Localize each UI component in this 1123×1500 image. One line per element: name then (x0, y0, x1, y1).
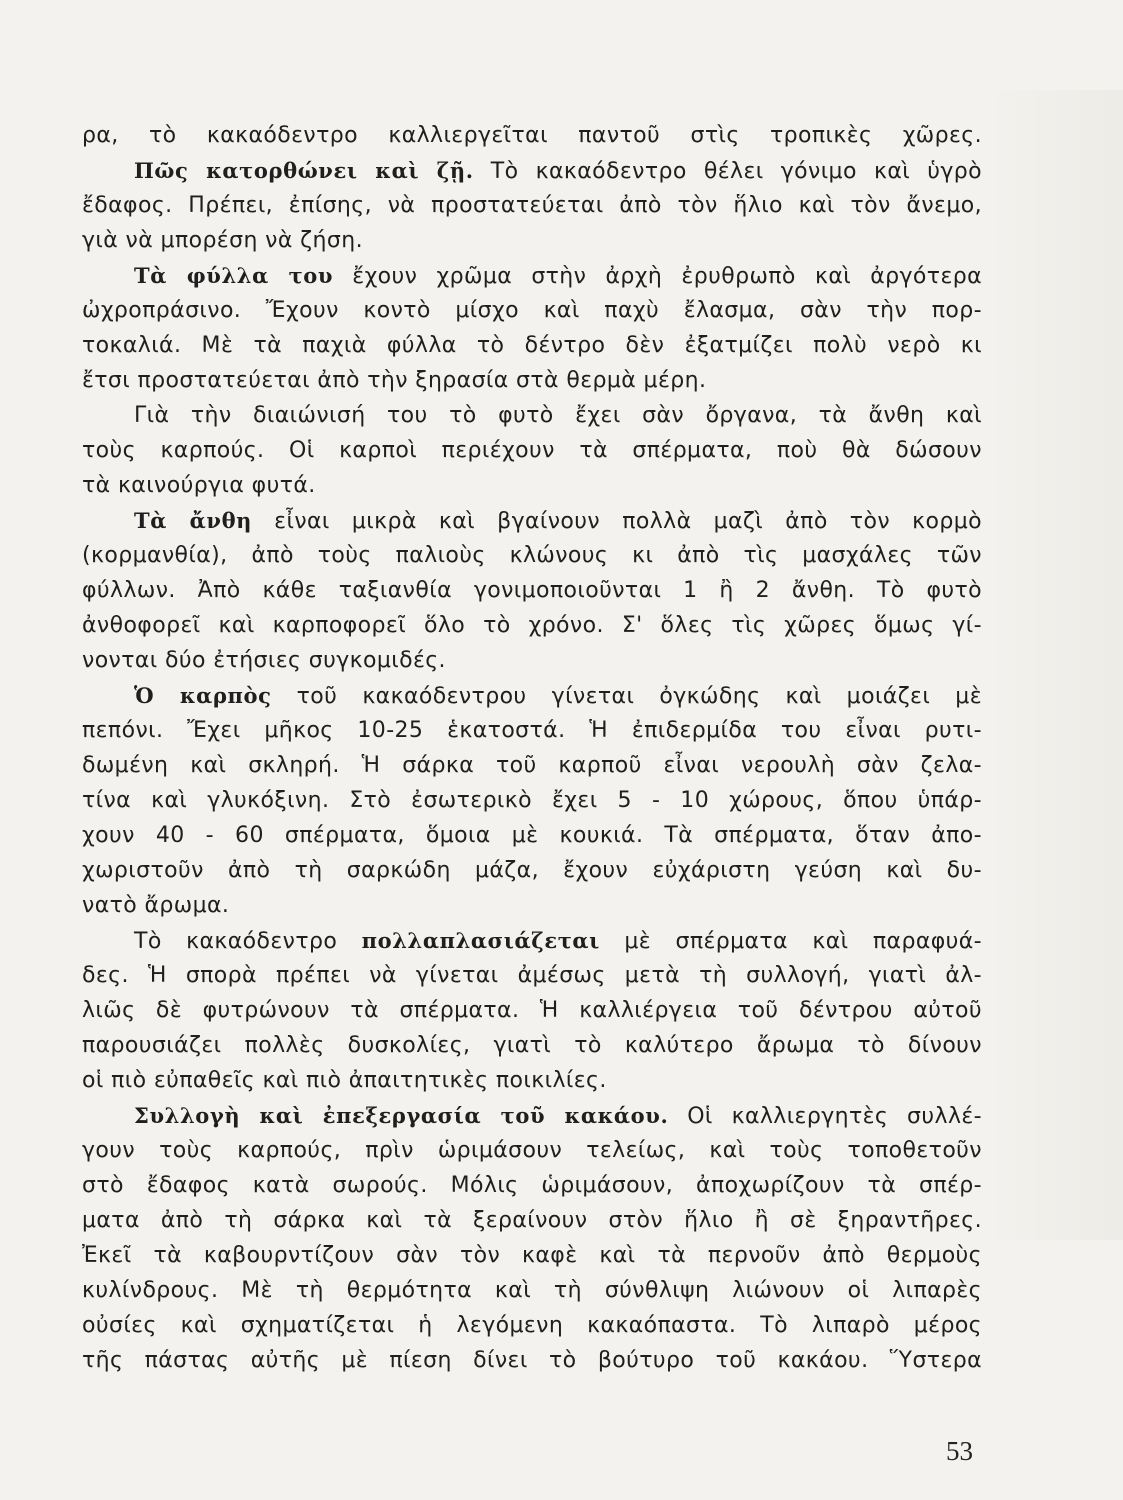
text-line: κυλίνδρους. Μὲ τὴ θερμότητα καὶ τὴ σύνθλιψη λιώνουν οἱ λιπαρὲς (82, 1278, 982, 1303)
text-line: νονται δύο ἐτήσιες συγκομιδές. (82, 648, 446, 673)
text-line: ἀνθοφορεῖ καὶ καρποφορεῖ ὅλο τὸ χρόνο. Σ' ὅλες τὶς χῶρες ὅμως γί- (82, 613, 982, 638)
text-line: ρα, τὸ κακαόδεντρο καλλιεργεῖται παντοῦ στὶς τροπικὲς χῶρες. (82, 123, 982, 148)
text-line: ἔδαφος. Πρέπει, ἐπίσης, νὰ προστατεύεται ἀπὸ τὸν ἥλιο καὶ τὸν ἄνεμο, (82, 193, 982, 218)
text-line: λιῶς δὲ φυτρώνουν τὰ σπέρματα. Ἡ καλλιέργεια τοῦ δέντρου αὐτοῦ (82, 998, 982, 1023)
paragraph-start-line: Τὰ ἄνθη εἶναι μικρὰ καὶ βγαίνουν πολλὰ μαζὶ ἀπὸ τὸν κορμὸ (134, 508, 982, 534)
section-heading: Τὰ φύλλα του (134, 263, 334, 288)
text-line: φύλλων. Ἀπὸ κάθε ταξιανθία γονιμοποιοῦνται 1 ἢ 2 ἄνθη. Τὸ φυτὸ (82, 578, 982, 603)
text-line: γιὰ νὰ μπορέση νὰ ζήση. (82, 228, 363, 253)
section-heading: Ὁ καρπὸς (134, 683, 272, 708)
text-line: γουν τοὺς καρπούς, πρὶν ὡριμάσουν τελείως, καὶ τοὺς τοποθετοῦν (82, 1138, 982, 1163)
paragraph-start-line: Γιὰ τὴν διαιώνισή του τὸ φυτὸ ἔχει σὰν ὄργανα, τὰ ἄνθη καὶ (134, 403, 982, 428)
text-line: νατὸ ἄρωμα. (82, 893, 230, 918)
text-line: στὸ ἔδαφος κατὰ σωρούς. Μόλις ὡριμάσουν, ἀποχωρίζουν τὰ σπέρ- (82, 1173, 982, 1198)
section-heading: Συλλογὴ καὶ ἐπεξεργασία τοῦ κακάου. (134, 1103, 669, 1128)
paragraph-start-line: Συλλογὴ καὶ ἐπεξεργασία τοῦ κακάου. Οἱ καλλιεργητὲς συλλέ- (134, 1103, 982, 1129)
page-body (82, 118, 982, 1378)
page-number: 53 (946, 1436, 973, 1466)
text-line: τοκαλιά. Μὲ τὰ παχιὰ φύλλα τὸ δέντρο δὲν ἐξατμίζει πολὺ νερὸ κι (82, 333, 982, 358)
section-heading: πολλαπλασιάζεται (361, 928, 600, 953)
section-heading: Πῶς κατορθώνει καὶ ζῇ. (134, 158, 474, 183)
text-line: τῆς πάστας αὐτῆς μὲ πίεση δίνει τὸ βούτυρο τοῦ κακάου. Ὕστερα (82, 1348, 982, 1373)
text-line: Ἐκεῖ τὰ καβουρντίζουν σὰν τὸν καφὲ καὶ τὰ περνοῦν ἀπὸ θερμοὺς (82, 1243, 982, 1268)
facing-page-bleed-through (983, 90, 1123, 1240)
paragraph-start-line: Πῶς κατορθώνει καὶ ζῇ. Τὸ κακαόδεντρο θέλει γόνιμο καὶ ὑγρὸ (134, 158, 982, 184)
text-line: πεπόνι. Ἔχει μῆκος 10-25 ἑκατοστά. Ἡ ἐπιδερμίδα του εἶναι ρυτι- (82, 718, 982, 743)
text-line: ἔτσι προστατεύεται ἀπὸ τὴν ξηρασία στὰ θερμὰ μέρη. (82, 368, 707, 393)
paragraph-start-line: Τὰ φύλλα του ἔχουν χρῶμα στὴν ἀρχὴ ἐρυθρωπὸ καὶ ἀργότερα (134, 263, 982, 289)
section-heading: Τὰ ἄνθη (134, 508, 253, 533)
text-line: τοὺς καρπούς. Οἱ καρποὶ περιέχουν τὰ σπέρματα, ποὺ θὰ δώσουν (82, 438, 982, 463)
text-line: παρουσιάζει πολλὲς δυσκολίες, γιατὶ τὸ καλύτερο ἄρωμα τὸ δίνουν (82, 1033, 982, 1058)
paragraph-start-line: Τὸ κακαόδεντρο πολλαπλασιάζεται μὲ σπέρματα καὶ παραφυά- (134, 928, 982, 954)
text-line: δωμένη καὶ σκληρή. Ἡ σάρκα τοῦ καρποῦ εἶναι νερουλὴ σὰν ζελα- (82, 753, 982, 778)
text-line: χωριστοῦν ἀπὸ τὴ σαρκώδη μάζα, ἔχουν εὐχάριστη γεύση καὶ δυ- (82, 858, 982, 883)
text-line: τίνα καὶ γλυκόξινη. Στὸ ἐσωτερικὸ ἔχει 5 - 10 χώρους, ὅπου ὑπάρ- (82, 788, 982, 813)
text-line: τὰ καινούργια φυτά. (82, 473, 316, 498)
text-line: ματα ἀπὸ τὴ σάρκα καὶ τὰ ξεραίνουν στὸν ἥλιο ἢ σὲ ξηραντῆρες. (82, 1208, 982, 1233)
text-line: οἱ πιὸ εὐπαθεῖς καὶ πιὸ ἀπαιτητικὲς ποικιλίες. (82, 1068, 607, 1093)
text-line: χουν 40 - 60 σπέρματα, ὅμοια μὲ κουκιά. Τὰ σπέρματα, ὅταν ἀπο- (82, 823, 982, 848)
paragraph-start-line: Ὁ καρπὸς τοῦ κακαόδεντρου γίνεται ὀγκώδης καὶ μοιάζει μὲ (134, 683, 982, 709)
text-line: ὠχροπράσινο. Ἔχουν κοντὸ μίσχο καὶ παχὺ ἔλασμα, σὰν τὴν πορ- (82, 298, 982, 323)
text-line: (κορμανθία), ἀπὸ τοὺς παλιοὺς κλώνους κι ἀπὸ τὶς μασχάλες τῶν (82, 543, 982, 568)
text-line: οὐσίες καὶ σχηματίζεται ἡ λεγόμενη κακαόπαστα. Τὸ λιπαρὸ μέρος (82, 1313, 982, 1338)
text-line: δες. Ἡ σπορὰ πρέπει νὰ γίνεται ἀμέσως μετὰ τὴ συλλογή, γιατὶ ἀλ- (82, 963, 982, 988)
